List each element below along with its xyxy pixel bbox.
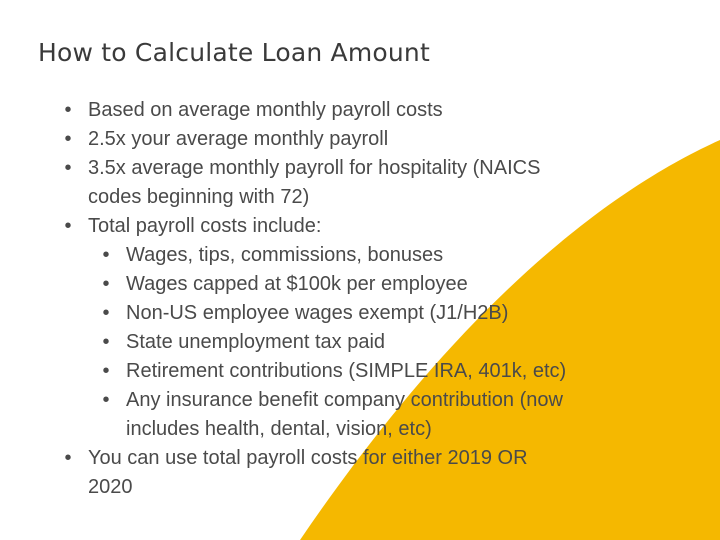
bullet-text: Non-US employee wages exempt (J1/H2B) bbox=[126, 302, 509, 324]
bullet-text: Wages capped at $100k per employee bbox=[126, 273, 468, 295]
bullet-continuation-line bbox=[88, 183, 309, 212]
bullet-marker: • bbox=[64, 99, 72, 121]
sub-bullet-item bbox=[102, 241, 444, 270]
bullet-text: includes health, dental, vision, etc) bbox=[126, 418, 432, 440]
bullet-text: You can use total payroll costs for either 2019 OR bbox=[88, 447, 528, 469]
bullet-marker: • bbox=[64, 215, 72, 237]
slide-title: How to Calculate Loan Amount bbox=[38, 38, 430, 67]
bullet-marker: • bbox=[102, 331, 110, 353]
bullet-text: Retirement contributions (SIMPLE IRA, 401k, etc) bbox=[126, 360, 567, 382]
bullet-text: Any insurance benefit company contribution (now bbox=[126, 389, 563, 411]
bullet-continuation-line bbox=[126, 415, 432, 444]
bullet-item bbox=[64, 125, 389, 154]
bullet-text: Wages, tips, commissions, bonuses bbox=[126, 244, 444, 266]
bullet-marker: • bbox=[102, 244, 110, 266]
bullet-marker: • bbox=[102, 302, 110, 324]
bullet-marker: • bbox=[64, 128, 72, 150]
sub-bullet-item bbox=[102, 299, 509, 328]
bullet-marker: • bbox=[64, 447, 72, 469]
bullet-text: codes beginning with 72) bbox=[88, 186, 310, 208]
bullet-marker: • bbox=[102, 273, 110, 295]
bullet-text: State unemployment tax paid bbox=[126, 331, 386, 353]
bullet-marker: • bbox=[64, 157, 72, 179]
bullet-continuation-line bbox=[88, 473, 133, 502]
bullet-text: 2020 bbox=[88, 476, 133, 498]
bullet-item bbox=[64, 154, 541, 183]
sub-bullet-item bbox=[102, 328, 386, 357]
bullet-item bbox=[64, 444, 528, 473]
bullet-item bbox=[64, 212, 322, 241]
bullet-text: Total payroll costs include: bbox=[88, 215, 322, 237]
sub-bullet-item bbox=[102, 357, 567, 386]
bullet-marker: • bbox=[102, 360, 110, 382]
bullet-text: Based on average monthly payroll costs bbox=[88, 99, 443, 121]
bullet-item bbox=[64, 96, 443, 125]
bullet-marker: • bbox=[102, 389, 110, 411]
sub-bullet-item bbox=[102, 270, 468, 299]
bullet-text: 2.5x your average monthly payroll bbox=[88, 128, 389, 150]
sub-bullet-item bbox=[102, 386, 563, 415]
bullet-text: 3.5x average monthly payroll for hospitality (NAICS bbox=[88, 157, 541, 179]
